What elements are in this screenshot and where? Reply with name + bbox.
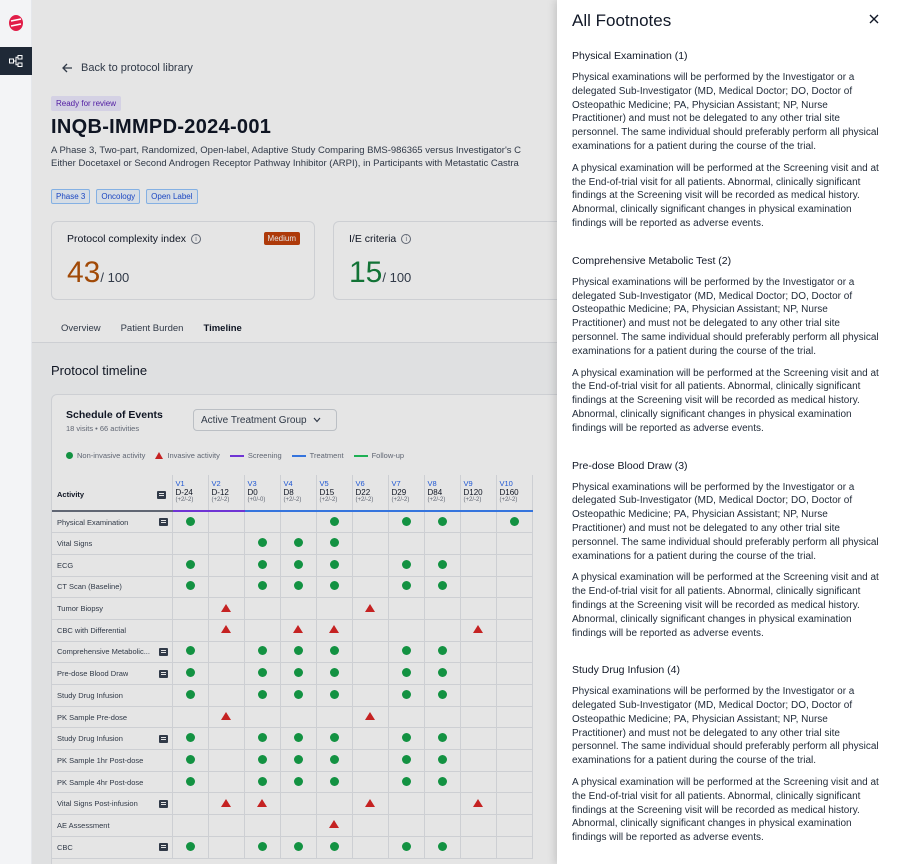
visit-day: D29 <box>391 488 407 497</box>
visit-code: V9 <box>463 479 473 488</box>
activity-header-label: Activity <box>57 490 85 499</box>
activity-name: Study Drug Infusion <box>57 734 123 744</box>
visit-day: D-12 <box>211 488 229 497</box>
activity-name: PK Sample 1hr Post-dose <box>57 755 144 765</box>
visit-code: V8 <box>427 479 437 488</box>
visit-code: V3 <box>247 479 257 488</box>
footnote-paragraph: A physical examination will be performed at the Screening visit and at the End-of-trial visit for all patients. Abnormal, clinically significant findings at the Screening visit will be recorded as medical history. Abnormal, clinically significant changes in physical examination findings will be reported as adverse events. <box>572 777 879 844</box>
activity-name: Vital Signs Post-infusion <box>57 799 138 809</box>
footnote-paragraph: A physical examination will be performed at the Screening visit and at the End-of-trial visit for all patients. Abnormal, clinically significant findings at the Screening visit will be recorded as medical history. Abnormal, clinically significant changes in physical examination findings will be reported as adverse events. <box>572 572 879 639</box>
left-rail <box>0 0 32 864</box>
activity-name: Vital Signs <box>57 539 93 549</box>
legend-label: Treatment <box>309 451 344 460</box>
complexity-level-badge: Medium <box>264 232 300 245</box>
visit-code: V4 <box>283 479 293 488</box>
visit-code: V10 <box>499 479 513 488</box>
legend-label: Non-invasive activity <box>77 451 146 460</box>
visit-code: V1 <box>175 479 185 488</box>
app-logo-icon <box>8 14 24 32</box>
visit-window: (+2/-2) <box>355 497 374 503</box>
visit-day: D-24 <box>175 488 193 497</box>
hierarchy-icon <box>9 55 23 67</box>
visit-window: (+2/-2) <box>499 497 518 503</box>
schedule-subtitle: 18 visits • 66 activities <box>66 424 140 433</box>
footnote-title: Study Drug Infusion (4) <box>572 664 680 677</box>
page-title: INQB-IMMPD-2024-001 <box>51 116 272 138</box>
activity-name: PK Sample Pre-dose <box>57 712 128 722</box>
footnote-item <box>572 50 884 231</box>
schedule-title: Schedule of Events <box>66 409 163 421</box>
footnote-paragraph: Physical examinations will be performed by the Investigator or a delegated Sub-Investigator (MD, Medical Doctor; DO, Doctor of Osteopathic Medicine; PA, Physician Assistant; NP, Nurse Practitioner) and must not be delegated to any other trial site personnel. The same individual should preferably perform all physical examinations for a patient during the course of the trial. <box>572 72 879 152</box>
tag-area: Oncology <box>96 189 140 204</box>
activity-name: ECG <box>57 560 74 570</box>
visit-code: V5 <box>319 479 329 488</box>
visit-window: (+2/-2) <box>463 497 482 503</box>
activity-name: AE Assessment <box>57 820 110 830</box>
visit-window: (+2/-2) <box>283 497 302 503</box>
footnote-title: Comprehensive Metabolic Test (2) <box>572 254 732 267</box>
footnote-title: Pre-dose Blood Draw (3) <box>572 459 688 472</box>
visit-day: D120 <box>463 488 483 497</box>
tab-overview[interactable]: Overview <box>61 323 101 334</box>
info-icon[interactable]: i <box>191 234 201 244</box>
tab-patient-burden[interactable]: Patient Burden <box>120 323 184 334</box>
ie-total: / 100 <box>382 270 412 285</box>
panel-title: All Footnotes <box>572 11 672 30</box>
info-icon[interactable]: i <box>401 234 411 244</box>
back-link-label: Back to protocol library <box>81 62 193 74</box>
activity-name: Pre-dose Blood Draw <box>57 669 129 679</box>
visit-window: (+2/-2) <box>391 497 410 503</box>
visit-day: D84 <box>427 488 443 497</box>
legend-label: Invasive activity <box>167 451 220 460</box>
visit-day: D160 <box>499 488 519 497</box>
activity-name: CBC with Differential <box>57 625 127 635</box>
activity-name: Study Drug Infusion <box>57 690 123 700</box>
description-line-1: A Phase 3, Two-part, Randomized, Open-label, Adaptive Study Comparing BMS-986365 versus Investigator's C <box>51 145 522 156</box>
close-icon <box>869 14 879 24</box>
activity-name: Physical Examination <box>57 517 129 527</box>
footnote-item <box>572 460 884 641</box>
complexity-label: Protocol complexity index <box>67 233 187 245</box>
activity-name: CT Scan (Baseline) <box>57 582 122 592</box>
activity-name: Comprehensive Metabolic... <box>57 647 150 657</box>
group-select-value: Active Treatment Group <box>201 414 307 426</box>
activity-name: Tumor Biopsy <box>57 604 103 614</box>
legend-label: Follow-up <box>371 451 405 460</box>
visit-window: (+2/-2) <box>211 497 230 503</box>
tag-design: Open Label <box>146 189 197 204</box>
visit-window: (+2/-2) <box>175 497 194 503</box>
footnote-paragraph: Physical examinations will be performed by the Investigator or a delegated Sub-Investigator (MD, Medical Doctor; DO, Doctor of Osteopathic Medicine; PA, Physician Assistant; NP, Nurse Practitioner) and must not be delegated to any other trial site personnel. The same individual should preferably perform all physical examinations for a patient during the course of the trial. <box>572 481 879 562</box>
complexity-value: 43 <box>67 256 101 289</box>
footnote-paragraph: Physical examinations will be performed by the Investigator or a delegated Sub-Investigator (MD, Medical Doctor; DO, Doctor of Osteopathic Medicine; PA, Physician Assistant; NP, Nurse Practitioner) and must not be delegated to any other trial site personnel. The same individual should preferably perform all physical examinations for a patient during the course of the trial. <box>572 686 879 767</box>
legend-label: Screening <box>247 451 282 460</box>
visit-day: D8 <box>283 488 294 497</box>
section-title: Protocol timeline <box>51 363 148 378</box>
footnote-item <box>572 664 884 845</box>
ie-label: I/E criteria <box>349 233 397 245</box>
visit-day: D15 <box>319 488 335 497</box>
visit-code: V7 <box>391 479 401 488</box>
visit-code: V6 <box>355 479 365 488</box>
activity-name: PK Sample 4hr Post-dose <box>57 777 144 787</box>
visit-window: (+0/-0) <box>247 497 266 503</box>
footnote-paragraph: A physical examination will be performed at the Screening visit and at the End-of-trial visit for all patients. Abnormal, clinically significant findings at the Screening visit will be recorded as medical history. Abnormal, clinically significant changes in physical examination findings will be reported as adverse events. <box>572 367 879 434</box>
activity-name: CBC <box>57 842 73 852</box>
ie-value: 15 <box>349 256 383 289</box>
footnote-item <box>572 255 884 436</box>
visit-code: V2 <box>211 479 221 488</box>
footnotes-panel <box>557 0 900 864</box>
modal-backdrop[interactable] <box>32 0 589 864</box>
hierarchy-tool-button[interactable] <box>0 47 32 75</box>
status-badge: Ready for review <box>51 96 121 111</box>
visit-window: (+2/-2) <box>427 497 446 503</box>
footnote-paragraph: A physical examination will be performed at the Screening visit and at the End-of-trial visit for all patients. Abnormal, clinically significant findings at the Screening visit will be recorded as medical history. Abnormal, clinically significant changes in physical examination findings will be reported as adverse events. <box>572 162 879 229</box>
footnote-list <box>572 50 884 864</box>
close-button[interactable] <box>867 12 881 26</box>
visit-day: D22 <box>355 488 371 497</box>
complexity-total: / 100 <box>100 270 130 285</box>
description-line-2: Either Docetaxel or Second Androgen Receptor Pathway Inhibitor (ARPI), in Participants with Metastatic Castra <box>51 158 519 169</box>
visit-day: D0 <box>247 488 258 497</box>
visit-window: (+2/-2) <box>319 497 338 503</box>
footnote-paragraph: Physical examinations will be performed by the Investigator or a delegated Sub-Investigator (MD, Medical Doctor; DO, Doctor of Osteopathic Medicine; PA, Physician Assistant; NP, Nurse Practitioner) and must not be delegated to any other trial site personnel. The same individual should preferably perform all physical examinations for a patient during the course of the trial. <box>572 276 879 357</box>
tab-timeline[interactable]: Timeline <box>193 318 251 346</box>
footnote-title: Physical Examination (1) <box>572 50 688 62</box>
tag-phase: Phase 3 <box>51 189 90 204</box>
